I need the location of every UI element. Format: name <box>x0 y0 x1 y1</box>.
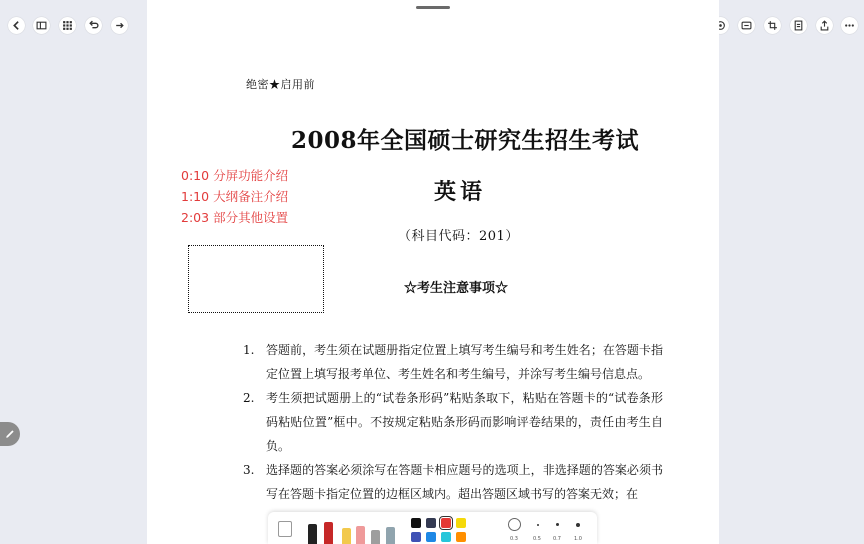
highlighter-yellow[interactable] <box>342 528 351 544</box>
annotation-line <box>181 166 288 184</box>
color-swatch[interactable] <box>426 518 436 528</box>
circle-shape-icon[interactable] <box>508 518 521 531</box>
color-swatch[interactable] <box>456 532 466 542</box>
annotation-text: 分屏功能介绍 <box>213 168 289 183</box>
share-icon[interactable] <box>816 17 833 34</box>
grid-icon[interactable] <box>59 17 76 34</box>
notice-list <box>243 338 663 506</box>
size-dot[interactable] <box>556 523 559 526</box>
notice-number: 3. <box>243 463 255 477</box>
size-label: 1.0 <box>574 536 582 542</box>
notice-text: 考生须把试题册上的“试卷条形码”粘贴条取下，粘贴在答题卡的“试卷条形码粘贴位置”框中。不按规定粘贴条形码而影响评卷结果的，责任由考生自负。 <box>266 391 663 453</box>
notice-number: 2. <box>243 391 255 405</box>
size-dot[interactable] <box>537 524 539 526</box>
page-title: 2008年全国硕士研究生招生考试 <box>291 127 640 154</box>
redo-icon[interactable] <box>111 17 128 34</box>
annotation-time: 2:03 <box>181 210 210 225</box>
sidebar-icon[interactable] <box>33 17 50 34</box>
size-label: 0.5 <box>533 536 541 542</box>
right-gutter <box>719 0 864 544</box>
left-gutter <box>0 0 147 544</box>
color-swatch[interactable] <box>426 532 436 542</box>
secret-label: 绝密★启用前 <box>246 78 315 91</box>
crop-icon[interactable] <box>764 17 781 34</box>
size-label: 0.3 <box>510 536 518 542</box>
annotation-time: 0:10 <box>181 168 210 183</box>
drag-handle[interactable] <box>416 6 450 9</box>
subject-code: （科目代码：201） <box>398 229 519 244</box>
annotation-text: 部分其他设置 <box>213 210 289 225</box>
subject-title: 英语 <box>434 179 487 205</box>
highlighter-pink[interactable] <box>356 526 365 544</box>
barcode-placeholder <box>188 245 324 313</box>
pen-tool-black[interactable] <box>308 524 317 544</box>
notice-text: 答题前，考生须在试题册指定位置上填写考生编号和考生姓名；在答题卡指定位置上填写报考单位、考生姓名和考生编号，并涂写考生编号信息点。 <box>266 343 663 381</box>
notice-item <box>243 386 663 458</box>
notice-item <box>243 338 663 386</box>
notice-number: 1. <box>243 343 255 357</box>
annotation-line <box>181 208 288 226</box>
annotation-time: 1:10 <box>181 189 210 204</box>
color-swatch[interactable] <box>441 518 451 528</box>
annotation-text: 大纲备注介绍 <box>213 189 289 204</box>
marker-tool[interactable] <box>386 527 395 544</box>
eraser-icon[interactable] <box>278 521 292 537</box>
size-dot[interactable] <box>576 523 580 527</box>
pencil-tool-gray[interactable] <box>371 530 380 544</box>
notice-title: ☆考生注意事项☆ <box>404 281 509 296</box>
notice-text: 选择题的答案必须涂写在答题卡相应题号的选项上，非选择题的答案必须书写在答题卡指定位置的边框区域内。超出答题区域书写的答案无效；在 <box>266 463 663 501</box>
undo-icon[interactable] <box>85 17 102 34</box>
color-swatch[interactable] <box>456 518 466 528</box>
more-icon[interactable] <box>841 17 858 34</box>
color-swatch[interactable] <box>411 518 421 528</box>
back-icon[interactable] <box>8 17 25 34</box>
notice-item <box>243 458 663 506</box>
minus-icon[interactable] <box>738 17 755 34</box>
pen-tool-red[interactable] <box>324 522 333 544</box>
size-label: 0.7 <box>553 536 561 542</box>
annotation-line <box>181 187 288 205</box>
color-swatch[interactable] <box>411 532 421 542</box>
pen-toolbar <box>268 512 597 544</box>
page-icon[interactable] <box>790 17 807 34</box>
color-swatch[interactable] <box>441 532 451 542</box>
